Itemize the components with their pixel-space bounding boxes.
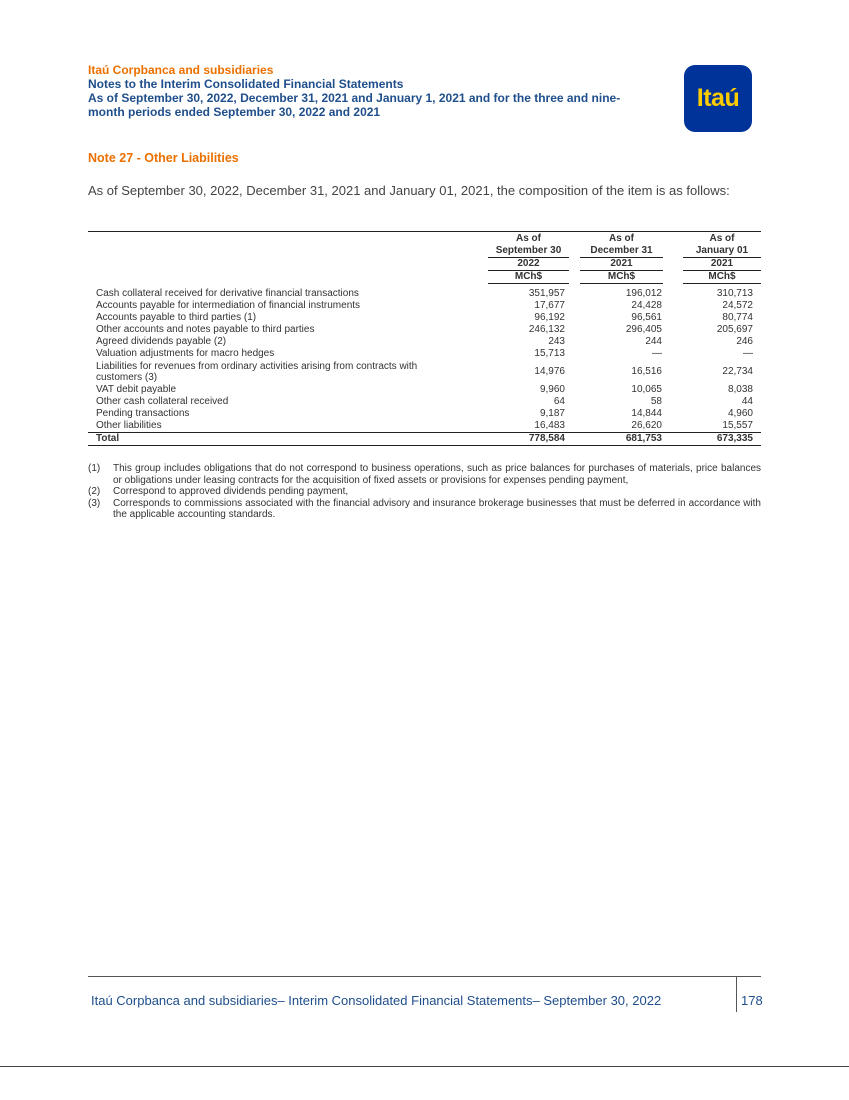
report-header — [88, 63, 668, 119]
value-dec-2021: — — [652, 348, 662, 360]
footnote — [88, 463, 761, 486]
value-jan-2021: 310,713 — [716, 288, 753, 300]
total-sep-2022: 778,584 — [528, 433, 565, 445]
as-of-label: As of — [709, 233, 735, 244]
total-label: Total — [96, 433, 120, 445]
value-sep-2022: 96,192 — [534, 312, 565, 324]
value-sep-2022: 14,976 — [534, 366, 565, 378]
row-label: VAT debit payable — [96, 384, 177, 396]
as-of-label: As of — [516, 233, 541, 244]
column-unit: MCh$ — [488, 270, 569, 284]
value-sep-2022: 243 — [548, 336, 565, 348]
footnote — [88, 486, 761, 498]
value-jan-2021: 44 — [741, 396, 753, 408]
row-label: Accounts payable to third parties (1) — [96, 312, 257, 324]
footnote-number: (1) — [88, 463, 101, 474]
value-jan-2021: 80,774 — [722, 312, 753, 324]
table-header — [88, 232, 761, 288]
footnote — [88, 498, 761, 521]
value-sep-2022: 9,187 — [539, 408, 565, 420]
total-row — [88, 432, 761, 446]
period-line-1: As of September 30, 2022, December 31, 2021 and January 1, 2021 and for the three and nine- — [88, 91, 621, 105]
footer-separator — [736, 977, 737, 1012]
row-label: Cash collateral received for derivative financial transactions — [96, 288, 359, 300]
value-dec-2021: 16,516 — [631, 366, 662, 378]
value-dec-2021: 10,065 — [631, 384, 662, 396]
column-header-dec-2021 — [580, 233, 663, 284]
column-date: January 01 — [695, 245, 749, 256]
table-row — [88, 336, 761, 348]
table-row — [88, 324, 761, 336]
value-dec-2021: 24,428 — [631, 300, 662, 312]
column-year: 2021 — [683, 257, 761, 270]
column-header-sep-2022 — [488, 233, 569, 284]
row-label: Pending transactions — [96, 408, 190, 420]
value-jan-2021: 4,960 — [727, 408, 753, 420]
value-jan-2021: 246 — [736, 336, 753, 348]
footnote-text: This group includes obligations that do not correspond to business operations, such as price balances for purchases of materials, price balances or obligations under leasing contracts for the acquisition of fixed assets or provisions for expenses pending payment, — [113, 463, 761, 486]
company-name: Itaú Corpbanca and subsidiaries — [88, 63, 274, 77]
total-jan-2021: 673,335 — [716, 433, 753, 445]
table-row — [88, 408, 761, 420]
as-of-label: As of — [609, 233, 634, 244]
value-jan-2021: 8,038 — [727, 384, 753, 396]
column-date: September 30 — [495, 245, 562, 256]
table-row — [88, 396, 761, 408]
value-dec-2021: 196,012 — [625, 288, 662, 300]
value-jan-2021: — — [743, 348, 753, 360]
itau-logo — [684, 65, 752, 132]
footnote-text: Corresponds to commissions associated with the financial advisory and insurance brokerage businesses that must be deferred in accordance with the applicable accounting standards. — [113, 497, 761, 520]
row-label: Accounts payable for intermediation of financial instruments — [96, 300, 361, 312]
value-dec-2021: 96,561 — [631, 312, 662, 324]
value-jan-2021: 24,572 — [722, 300, 753, 312]
page-bottom-rule — [0, 1066, 849, 1067]
table-row — [88, 288, 761, 300]
value-jan-2021: 22,734 — [722, 366, 753, 378]
value-sep-2022: 15,713 — [534, 348, 565, 360]
row-label: Other liabilities — [96, 420, 162, 432]
column-year: 2022 — [488, 257, 569, 270]
footnote-text: Correspond to approved dividends pending payment, — [113, 486, 349, 497]
value-dec-2021: 26,620 — [631, 420, 662, 432]
table-row — [88, 300, 761, 312]
value-sep-2022: 351,957 — [528, 288, 565, 300]
table-row — [88, 420, 761, 432]
period-line-2: month periods ended September 30, 2022 and 2021 — [88, 105, 381, 119]
value-dec-2021: 296,405 — [625, 324, 662, 336]
column-unit: MCh$ — [580, 270, 663, 284]
column-header-jan-2021 — [683, 233, 761, 284]
table-row — [88, 312, 761, 324]
row-label: Agreed dividends payable (2) — [96, 336, 227, 348]
value-jan-2021: 15,557 — [722, 420, 753, 432]
column-unit: MCh$ — [683, 270, 761, 284]
other-liabilities-table — [88, 231, 761, 446]
value-sep-2022: 9,960 — [539, 384, 565, 396]
row-label: Liabilities for revenues from ordinary activities arising from contracts with customers (3) — [96, 360, 418, 383]
note-title: Note 27 - Other Liabilities — [88, 151, 239, 165]
footnotes — [88, 463, 761, 521]
row-label: Other cash collateral received — [96, 396, 229, 408]
value-sep-2022: 16,483 — [534, 420, 565, 432]
total-dec-2021: 681,753 — [625, 433, 662, 445]
footer-divider — [88, 976, 761, 977]
notes-title: Notes to the Interim Consolidated Financial Statements — [88, 77, 404, 91]
logo-text: Itaú — [696, 84, 740, 112]
footer-text: Itaú Corpbanca and subsidiaries– Interim Consolidated Financial Statements– September 30, 2022 — [91, 993, 662, 1008]
value-sep-2022: 17,677 — [534, 300, 565, 312]
note-intro: As of September 30, 2022, December 31, 2021 and January 01, 2021, the composition of the item is as follows: — [88, 183, 730, 198]
table-row — [88, 384, 761, 396]
row-label: Valuation adjustments for macro hedges — [96, 348, 275, 360]
column-year: 2021 — [580, 257, 663, 270]
value-dec-2021: 14,844 — [631, 408, 662, 420]
value-jan-2021: 205,697 — [716, 324, 753, 336]
value-dec-2021: 244 — [645, 336, 662, 348]
table-row — [88, 360, 761, 384]
row-label: Other accounts and notes payable to third parties — [96, 324, 315, 336]
value-dec-2021: 58 — [650, 396, 662, 408]
value-sep-2022: 64 — [553, 396, 565, 408]
page-number: 178 — [741, 993, 763, 1008]
footnote-number: (2) — [88, 486, 101, 497]
table-row — [88, 348, 761, 360]
column-date: December 31 — [590, 245, 653, 256]
value-sep-2022: 246,132 — [528, 324, 565, 336]
footnote-number: (3) — [88, 497, 101, 509]
